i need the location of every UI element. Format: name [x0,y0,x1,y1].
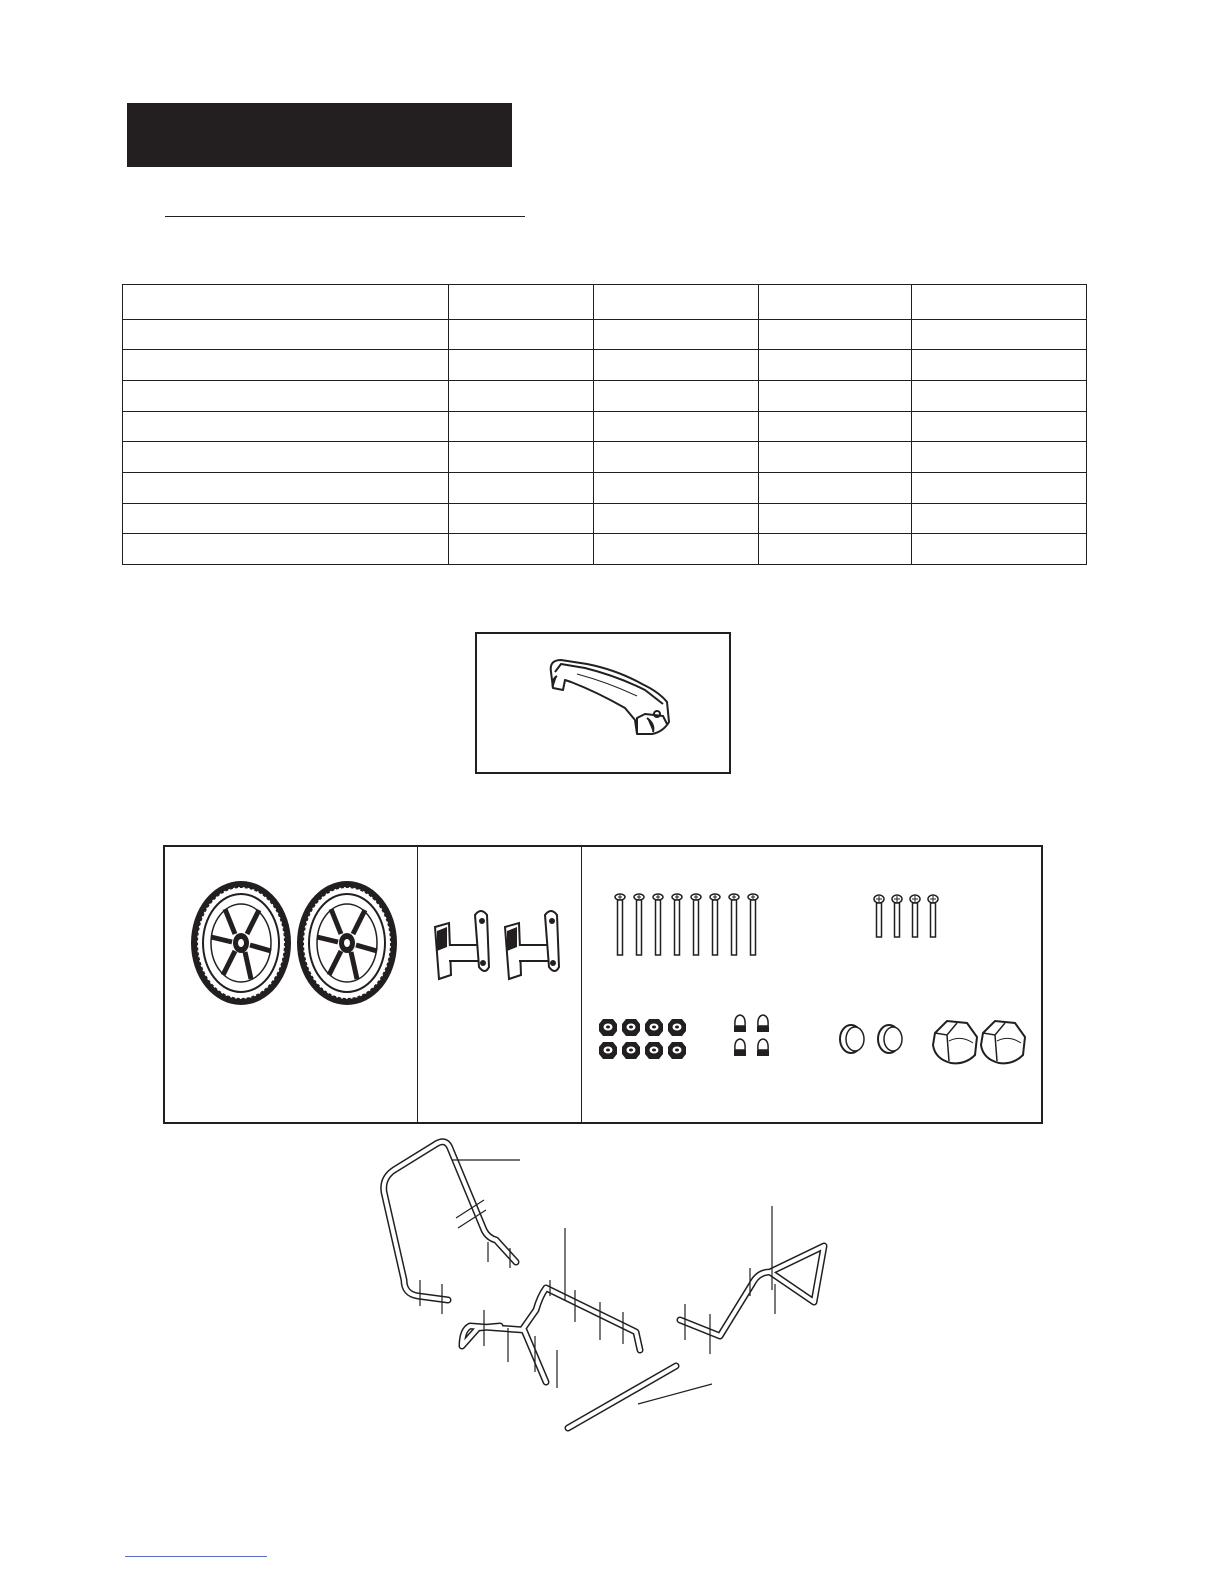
footer-link-rule [125,1556,267,1557]
